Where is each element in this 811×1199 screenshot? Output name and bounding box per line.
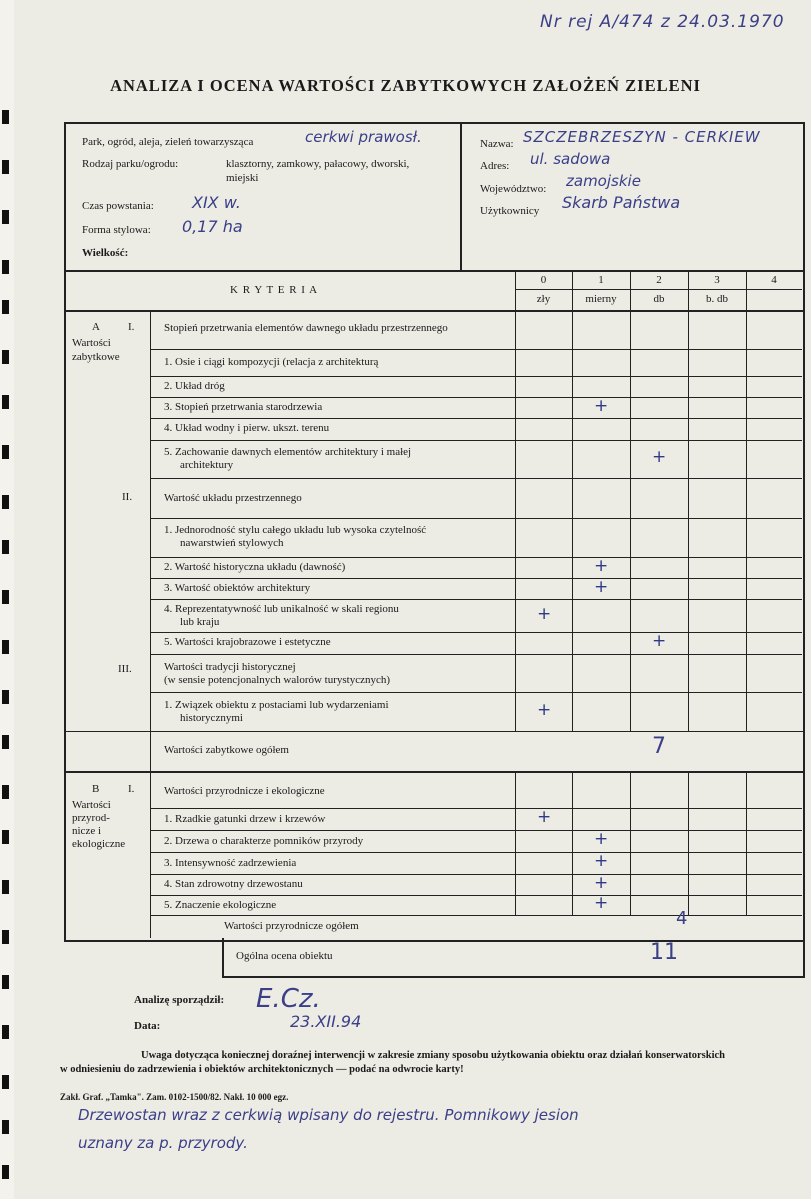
section-a-name-line2: zabytkowe: [72, 351, 120, 363]
col-line-3: [688, 270, 689, 732]
col-line-2: [630, 773, 631, 915]
overall-label: Ogólna ocena obiektu: [236, 950, 333, 962]
row-line: [150, 578, 802, 579]
address-label: Adres:: [480, 160, 510, 172]
section-b-roman: I.: [128, 783, 135, 795]
table-header-bottom: [64, 310, 803, 312]
row-line: [150, 692, 802, 693]
criteria-header: K R Y T E R I A: [230, 284, 319, 296]
binding-hole: [2, 260, 9, 274]
group2-title: Wartość układu przestrzennego: [164, 492, 302, 504]
type-label: Rodzaj parku/ogrodu:: [82, 158, 179, 170]
binding-hole: [2, 975, 9, 989]
section-b-group-title: Wartości przyrodnicze i ekologiczne: [164, 785, 325, 797]
row-b2-label: 2. Wartość historyczna układu (dawność): [164, 561, 346, 573]
row-e5-label: 5. Znaczenie ekologiczne: [164, 899, 277, 911]
users-label: Użytkownicy: [480, 205, 540, 217]
binding-hole: [2, 1075, 9, 1089]
binding-hole: [2, 350, 9, 364]
note-line1: Uwaga dotycząca koniecznej doraźnej interwencji w zakresie zmiany sposobu użytkowania obiektu oraz działań konserwatorskich: [141, 1050, 725, 1061]
col-line-4: [746, 270, 747, 732]
binding-hole: [2, 210, 9, 224]
group2-roman: II.: [122, 491, 133, 503]
created-value: XIX w.: [192, 193, 241, 212]
type-options-line2: miejski: [226, 172, 259, 184]
score-col-0-num: 0: [540, 274, 547, 286]
row-e1-label: 1. Rzadkie gatunki drzew i krzewów: [164, 813, 326, 825]
style-value: 0,17 ha: [182, 217, 243, 236]
binding-hole: [2, 1165, 9, 1179]
score-mark-b-4: +: [594, 872, 609, 893]
score-mark-b-3: +: [594, 851, 609, 871]
col-line-0: [515, 270, 516, 732]
score-mark-b-2: +: [594, 829, 609, 849]
row-line: [150, 418, 802, 419]
row-e2-label: 2. Drzewa o charakterze pomników przyrody: [164, 835, 364, 847]
col-line-1: [572, 270, 573, 732]
name-label: Nazwa:: [480, 138, 514, 150]
section-a-total-value: 7: [652, 734, 666, 759]
section-b-name-line4: ekologiczne: [72, 838, 126, 850]
row-a3-label: 3. Stopień przetrwania starodrzewia: [164, 401, 323, 413]
section-b-name-line3: nicze i: [72, 825, 102, 837]
score-col-2-label: db: [653, 293, 665, 305]
section-b-name-line1: Wartości: [72, 799, 111, 811]
binding-hole: [2, 590, 9, 604]
name-value: SZCZEBRZESZYN - CERKIEW: [523, 128, 761, 146]
voivodeship-label: Województwo:: [480, 183, 547, 195]
row-e4-label: 4. Stan zdrowotny drzewostanu: [164, 878, 303, 890]
section-b-total-label: Wartości przyrodnicze ogółem: [224, 920, 359, 932]
note-line2: w odniesieniu do zadrzewienia i obiektów architektonicznych — podać na odwrocie karty!: [60, 1064, 464, 1075]
binding-hole: [2, 640, 9, 654]
header-divider: [460, 122, 462, 270]
row-line: [150, 654, 802, 655]
row-line: [150, 397, 802, 398]
address-value: ul. sadowa: [530, 150, 611, 168]
row-line: [150, 440, 802, 441]
hand-note-line1: Drzewostan wraz z cerkwią wpisany do rejestru. Pomnikowy jesion: [78, 1106, 579, 1124]
score-col-0-label: zły: [536, 293, 551, 305]
score-col-1-label: mierny: [585, 293, 617, 305]
users-value: Skarb Państwa: [562, 193, 681, 212]
section-a-divider: [150, 312, 151, 772]
col-line-1: [572, 773, 573, 915]
overall-value: 11: [650, 940, 678, 965]
binding-hole: [2, 445, 9, 459]
binding-hole: [2, 880, 9, 894]
row-a2-label: 2. Układ dróg: [164, 380, 225, 392]
row-line: [150, 599, 802, 600]
group3-title-line2: (w sensie potencjonalnych walorów turystycznych): [164, 674, 391, 686]
section-a-letter: A: [92, 321, 100, 333]
row-a5-label: 5. Zachowanie dawnych elementów architektury i małej: [164, 446, 412, 458]
archive-note: Nr rej A/474 z 24.03.1970: [540, 12, 785, 32]
row-a4-label: 4. Układ wodny i pierw. ukszt. terenu: [164, 422, 330, 434]
row-c1-label-cont: historycznymi: [180, 712, 243, 724]
binding-hole: [2, 300, 9, 314]
row-line: [150, 895, 802, 896]
row-a5-label-cont: architektury: [180, 459, 234, 471]
row-line: [150, 376, 802, 377]
score-mark-a-8: +: [594, 576, 609, 597]
col-line-3: [688, 773, 689, 915]
binding-hole: [2, 160, 9, 174]
printer-line: Zakł. Graf. „Tamka". Zam. 0102-1500/82. Nakł. 10 000 egz.: [60, 1092, 289, 1102]
binding-hole: [2, 930, 9, 944]
row-line: [64, 731, 803, 732]
created-label: Czas powstania:: [82, 200, 154, 212]
section-b-letter: B: [92, 783, 100, 795]
binding-hole: [2, 495, 9, 509]
row-b4-label-cont: lub kraju: [180, 616, 220, 628]
row-line: [150, 349, 802, 350]
binding-hole: [2, 735, 9, 749]
binding-hole: [2, 1120, 9, 1134]
row-b1-label: 1. Jednorodność stylu całego układu lub wysoka czytelność: [164, 524, 427, 536]
binding-strip: [0, 0, 14, 1199]
row-b3-label: 3. Wartość obiektów architektury: [164, 582, 311, 594]
row-b1-label-cont: nawarstwień stylowych: [180, 537, 284, 549]
date-label: Data:: [134, 1020, 161, 1032]
score-col-3-num: 3: [714, 274, 720, 286]
row-line: [150, 915, 802, 916]
row-line: [150, 557, 802, 558]
binding-hole: [2, 540, 9, 554]
type-options-line1: klasztorny, zamkowy, pałacowy, dworski,: [226, 158, 410, 170]
park-value: cerkwi prawosł.: [305, 128, 422, 146]
binding-hole: [2, 395, 9, 409]
score-mark-a-7: +: [594, 555, 609, 576]
row-line: [150, 852, 802, 853]
section-b-divider: [150, 773, 151, 938]
row-line: [150, 830, 802, 831]
section-b-name-line2: przyrod-: [72, 812, 110, 824]
score-mark-a-10: +: [652, 631, 667, 651]
hand-note-line2: uznany za p. przyrody.: [78, 1134, 248, 1152]
row-b5-label: 5. Wartości krajobrazowe i estetyczne: [164, 636, 331, 648]
row-e3-label: 3. Intensywność zadrzewienia: [164, 857, 297, 869]
score-mark-a-11: +: [537, 699, 552, 720]
col-line-0: [515, 773, 516, 915]
score-mark-a-9: +: [537, 603, 552, 624]
park-label: Park, ogród, aleja, zieleń towarzysząca: [82, 136, 254, 148]
col-line-2: [630, 270, 631, 732]
row-b4-label: 4. Reprezentatywność lub unikalność w skali regionu: [164, 603, 399, 615]
row-a1-label: 1. Osie i ciągi kompozycji (relacja z architekturą: [164, 356, 379, 368]
group3-title-line1: Wartości tradycji historycznej: [164, 661, 296, 673]
score-col-4-num: 4: [771, 274, 777, 286]
analysis-label: Analizę sporządził:: [134, 994, 225, 1006]
analysis-signature: E.Cz.: [256, 984, 321, 1014]
binding-hole: [2, 110, 9, 124]
score-col-3-label: b. db: [706, 293, 728, 305]
score-col-2-num: 2: [656, 274, 662, 286]
row-line: [150, 518, 802, 519]
size-label: Wielkość:: [82, 247, 129, 259]
score-mark-a-3: +: [594, 395, 609, 416]
header-split-line: [515, 289, 802, 290]
section-a-roman: I.: [128, 321, 135, 333]
row-line: [150, 808, 802, 809]
section-a-total-label: Wartości zabytkowe ogółem: [164, 744, 289, 756]
score-mark-b-5: +: [594, 893, 609, 913]
section-a-name-line1: Wartości: [72, 337, 111, 349]
row-line: [150, 478, 802, 479]
row-line: [150, 874, 802, 875]
score-col-1-num: 1: [598, 274, 604, 286]
binding-hole: [2, 830, 9, 844]
section-b-total-value: 4: [676, 908, 688, 929]
binding-hole: [2, 690, 9, 704]
form-title: ANALIZA I OCENA WARTOŚCI ZABYTKOWYCH ZAŁOŻEŃ ZIELENI: [110, 76, 701, 95]
binding-hole: [2, 1025, 9, 1039]
binding-hole: [2, 785, 9, 799]
row-line: [150, 632, 802, 633]
group1-title: Stopień przetrwania elementów dawnego układu przestrzennego: [164, 322, 448, 334]
row-c1-label: 1. Związek obiektu z postaciami lub wydarzeniami: [164, 699, 389, 711]
col-line-4: [746, 773, 747, 915]
group3-roman: III.: [118, 663, 132, 675]
voivodeship-value: zamojskie: [566, 172, 641, 190]
score-mark-b-1: +: [537, 807, 552, 827]
score-mark-a-5: +: [652, 447, 667, 467]
date-value: 23.XII.94: [290, 1012, 362, 1031]
section-divider: [64, 771, 803, 773]
style-label: Forma stylowa:: [82, 224, 151, 236]
